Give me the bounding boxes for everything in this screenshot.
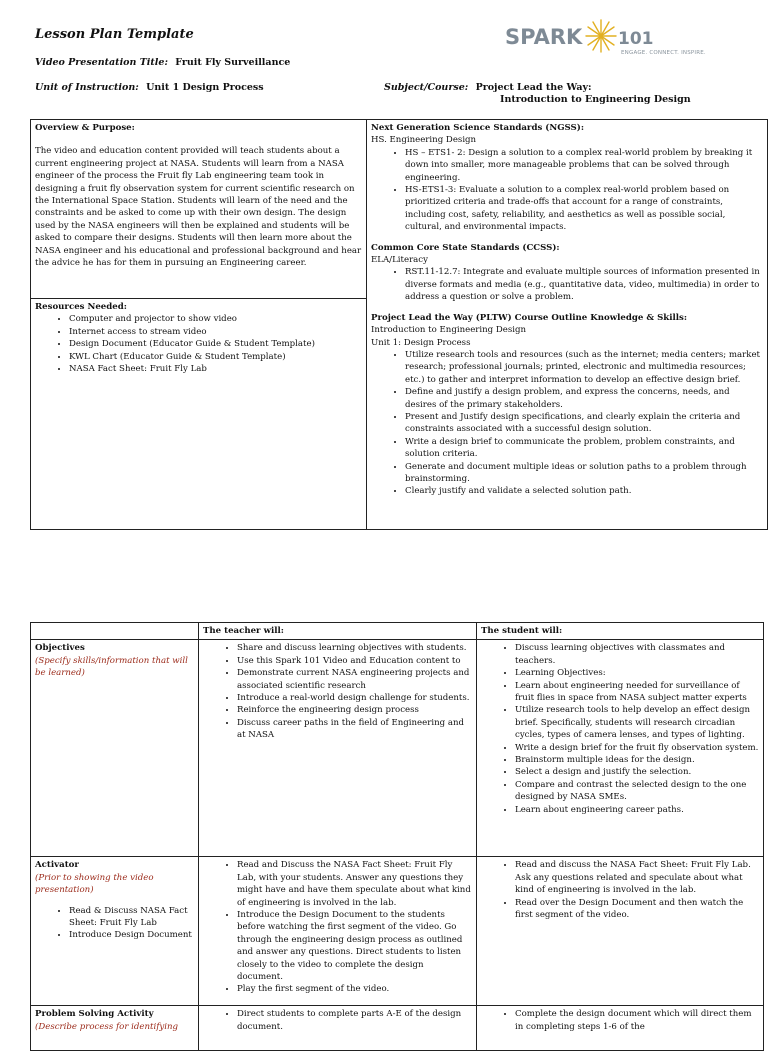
overview-body: The video and education content provided will teach students about a current engineering project at NASA. Students will learn from a NASA engineer of the process the Fruit fly Lab engineering team took in designing a fruit fly observation system for current scientific research on the International Space Station. Students will learn of the need and the constraints and be asked to come up with their own design. The design used by the NASA engineers will then be explained and students will be asked to compare their designs. Students will then learn more about the NASA engineer and his educational and professional background and hear the advice he has for them in pursuing an Engineering career. [35, 146, 362, 269]
list-item: • NASA Fact Sheet: Fruit Fly Lab [69, 363, 362, 375]
list-item: • Learn about engineering needed for surveillance of fruit flies in space from NASA subject matter experts [515, 680, 759, 705]
ngss-heading: Next Generation Science Standards (NGSS): [371, 123, 585, 133]
unit-value: Unit 1 Design Process [146, 82, 264, 93]
list-item: • Share and discuss learning objectives with students. [237, 642, 472, 654]
lesson-plan-table [30, 622, 764, 1051]
overview-heading: Overview & Purpose: [35, 123, 135, 133]
student-list [481, 859, 759, 921]
header-blank-cell [31, 623, 199, 640]
list-item: • Clearly justify and validate a selected solution path. [405, 485, 763, 497]
video-title-value: Fruit Fly Surveillance [175, 57, 291, 68]
pltw-course: Introduction to Engineering Design [371, 325, 527, 336]
teacher-list [203, 859, 472, 995]
overview-cell [31, 120, 367, 299]
list-item: • Discuss learning objectives with classmates and teachers. [515, 642, 759, 667]
list-item: • Learning Objectives: [515, 667, 759, 679]
objectives-label-cell [31, 640, 199, 857]
standards-cell [367, 120, 768, 530]
pltw-heading: Project Lead the Way (PLTW) Course Outline Knowledge & Skills: [371, 312, 688, 323]
unit-label: Unit of Instruction: [35, 82, 139, 93]
teacher-list [203, 642, 472, 741]
row-label: Activator [35, 860, 79, 871]
list-item: • Use this Spark 101 Video and Education content to [237, 655, 472, 667]
activator-label-cell [31, 857, 199, 1006]
objectives-teacher-cell [199, 640, 477, 857]
list-item: • Discuss career paths in the field of Engineering and at NASA [237, 717, 472, 742]
teacher-column-header: The teacher will: [199, 623, 477, 640]
sunburst-icon [586, 20, 616, 52]
spark-101-logo [503, 14, 706, 64]
list-item: • Compare and contrast the selected design to the one designed by NASA SMEs. [515, 779, 759, 804]
list-item: • HS-ETS1-3: Evaluate a solution to a complex real-world problem based on prioritized criteria and trade-offs that account for a range of constraints, including cost, safety, reliability, and aesthetics as well as possible social, cultural, and environmental impacts. [405, 184, 763, 234]
activator-student-cell [477, 857, 764, 1006]
subject-value: Project Lead the Way: [475, 82, 592, 93]
list-item: • Play the first segment of the video. [237, 983, 472, 995]
list-item: • Read over the Design Document and then watch the first segment of the video. [515, 897, 759, 922]
list-item: • Read and discuss the NASA Fact Sheet: Fruit Fly Lab. Ask any questions related and speculate about what kind of engineering is involved in the lab. [515, 859, 759, 896]
list-item: • Utilize research tools to help develop an effect design brief. Specifically, students will research circadian cycles, types of camera lenses, and types of lighting. [515, 704, 759, 741]
student-list [481, 1008, 759, 1033]
list-item: • Write a design brief to communicate the problem, problem constraints, and solution criteria. [405, 436, 763, 461]
problem-solving-label-cell [31, 1006, 199, 1051]
student-list [481, 642, 759, 816]
list-item: • Demonstrate current NASA engineering projects and associated scientific research [237, 667, 472, 692]
video-title-label: Video Presentation Title: [35, 57, 168, 68]
subject-value-2: Introduction to Engineering Design [500, 94, 691, 105]
pltw-list [371, 349, 763, 498]
activator-teacher-cell [199, 857, 477, 1006]
list-item: • KWL Chart (Educator Guide & Student Template) [69, 351, 362, 363]
list-item: • Internet access to stream video [69, 326, 362, 338]
list-item: • Introduce Design Document [69, 929, 194, 941]
ccss-heading: Common Core State Standards (CCSS): [371, 242, 560, 253]
logo-number: 101 [618, 29, 654, 49]
list-item: • Design Document (Educator Guide & Student Template) [69, 338, 362, 350]
table-row [31, 1006, 764, 1051]
logo-word: SPARK [505, 25, 583, 49]
table-row [31, 640, 764, 857]
problem-solving-teacher-cell [199, 1006, 477, 1051]
ccss-subheading: ELA/Literacy [371, 255, 428, 266]
table-row [31, 857, 764, 1006]
problem-solving-student-cell [477, 1006, 764, 1051]
list-item: • Utilize research tools and resources (such as the internet; media centers; market research; professional journals; printed, electronic and multimedia resources; etc.) to gather and interpret information to develop an effective design brief. [405, 349, 763, 386]
list-item: • Brainstorm multiple ideas for the design. [515, 754, 759, 766]
list-item: • Introduce a real-world design challenge for students. [237, 692, 472, 704]
list-item: • Learn about engineering career paths. [515, 804, 759, 816]
row-sublabel: (Prior to showing the video presentation) [35, 872, 154, 896]
list-item: • Direct students to complete parts A-E of the design document. [237, 1008, 472, 1033]
objectives-student-cell [477, 640, 764, 857]
ngss-subheading: HS. Engineering Design [371, 135, 477, 146]
list-item: • Generate and document multiple ideas or solution paths to a problem through brainstorming. [405, 461, 763, 486]
teacher-list [203, 1008, 472, 1033]
list-item: • Reinforce the engineering design process [237, 704, 472, 716]
student-column-header: The student will: [477, 623, 764, 640]
row-label: Problem Solving Activity [35, 1009, 154, 1020]
overview-standards-table [30, 119, 768, 530]
list-item: • Select a design and justify the selection. [515, 766, 759, 778]
list-item: • Write a design brief for the fruit fly observation system. [515, 742, 759, 754]
list-item: • Introduce the Design Document to the students before watching the first segment of the video. Go through the engineering design process as outlined and answer any questions. Direct students to listen closely to the video to complete the design document. [237, 909, 472, 983]
list-item: • Computer and projector to show video [69, 313, 362, 325]
resources-list [35, 313, 362, 375]
subject-label: Subject/Course: [384, 82, 469, 93]
list-item: • RST.11-12.7: Integrate and evaluate multiple sources of information presented in diverse formats and media (e.g., quantitative data, video, multimedia) in order to address a question or solve a problem. [405, 266, 763, 303]
list-item: • Read & Discuss NASA Fact Sheet: Fruit Fly Lab [69, 905, 194, 930]
list-item: • Read and Discuss the NASA Fact Sheet: Fruit Fly Lab, with your students. Answer any questions they might have and have them speculate about what kind of engineering is involved in the lab. [237, 859, 472, 909]
list-item: • Complete the design document which will direct them in completing steps 1-6 of the [515, 1008, 759, 1033]
row-label: Objectives [35, 643, 85, 654]
video-title-line [35, 57, 290, 68]
document-title: Lesson Plan Template [35, 27, 194, 42]
list-item: • HS – ETS1- 2: Design a solution to a complex real-world problem by breaking it down into smaller, more manageable problems that can be solved through engineering. [405, 147, 763, 184]
ccss-list [371, 266, 763, 303]
list-item: • Present and Justify design specifications, and clearly explain the criteria and constraints associated with a successful design solution. [405, 411, 763, 436]
activator-steps-list [35, 905, 194, 942]
row-sublabel: (Specify skills/information that will be learned) [35, 655, 188, 679]
resources-heading: Resources Needed: [35, 302, 127, 312]
pltw-unit: Unit 1: Design Process [371, 337, 471, 348]
unit-line [35, 82, 264, 93]
ngss-list [371, 147, 763, 234]
logo-tagline: ENGAGE. CONNECT. INSPIRE. [621, 50, 706, 56]
row-sublabel: (Describe process for identifying [35, 1021, 179, 1032]
list-item: • Define and justify a design problem, and express the concerns, needs, and desires of the primary stakeholders. [405, 386, 763, 411]
subject-line [384, 82, 592, 93]
resources-cell [31, 299, 367, 530]
